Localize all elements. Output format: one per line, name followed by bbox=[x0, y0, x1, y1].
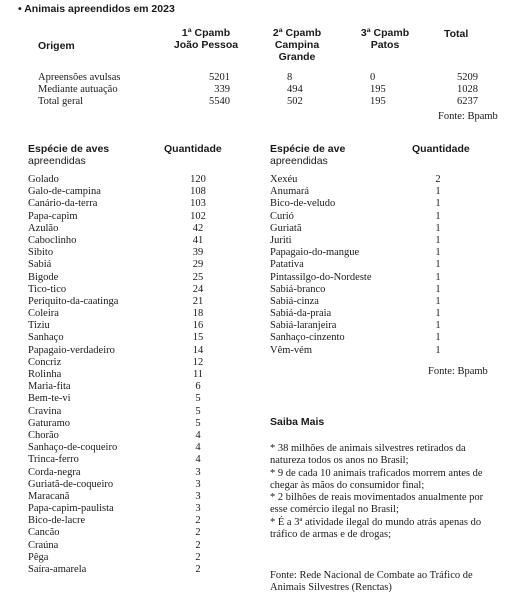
list-item bbox=[28, 515, 218, 527]
cell-col3: 195 bbox=[370, 96, 386, 108]
header-col2-line2: Campina bbox=[274, 39, 320, 51]
species-name: Sanhaço bbox=[28, 332, 64, 344]
list-item bbox=[270, 332, 450, 344]
species-name: Vêm-vém bbox=[270, 344, 312, 356]
species-name: Azulão bbox=[28, 222, 59, 234]
species-name: Galo-de-campina bbox=[28, 186, 101, 198]
species-source: Fonte: Bpamb bbox=[428, 366, 488, 377]
list-item bbox=[270, 296, 450, 308]
note-item: * 2 bilhões de reais movimentados anualmente por esse comércio ilegal no Brasil; bbox=[270, 492, 484, 516]
species-name: Craúna bbox=[28, 539, 59, 551]
species-quantity: 3 bbox=[195, 478, 201, 490]
species-quantity: 25 bbox=[192, 271, 204, 283]
species-name: Maria-fita bbox=[28, 381, 71, 393]
species-quantity: 6 bbox=[195, 381, 201, 393]
summary-source: Fonte: Bpamb bbox=[438, 111, 498, 122]
species-quantity: 1 bbox=[435, 198, 441, 210]
species-name: Bigode bbox=[28, 271, 59, 283]
list-item bbox=[28, 211, 218, 223]
list-item bbox=[270, 284, 450, 296]
note-item: * É a 3ª atividade ilegal do mundo atrás apenas do tráfico de armas e de drogas; bbox=[270, 516, 482, 541]
species-name: Concriz bbox=[28, 356, 62, 368]
cell-col3: 195 bbox=[370, 84, 386, 96]
species-name: Patativa bbox=[270, 259, 304, 271]
list-item bbox=[270, 174, 450, 186]
species-quantity: 1 bbox=[435, 332, 441, 344]
species-quantity: 3 bbox=[195, 490, 201, 502]
list-item bbox=[28, 357, 218, 369]
list-item bbox=[28, 430, 218, 442]
list-item bbox=[270, 345, 450, 357]
list-item bbox=[28, 223, 218, 235]
list-item bbox=[270, 186, 450, 198]
header-total: Total bbox=[444, 28, 469, 40]
species-quantity: 2 bbox=[195, 515, 201, 527]
species-quantity: 5 bbox=[195, 405, 201, 417]
species-name: Cancão bbox=[28, 527, 60, 539]
species-quantity: 1 bbox=[435, 247, 441, 259]
list-item bbox=[28, 345, 218, 357]
species-quantity: 2 bbox=[435, 174, 441, 185]
species-name: Bico-de-lacre bbox=[28, 515, 86, 527]
species-name: Cravina bbox=[28, 405, 62, 417]
list-item bbox=[28, 174, 218, 186]
species-quantity: 42 bbox=[192, 222, 204, 234]
species-quantity: 1 bbox=[435, 344, 441, 356]
species-name: Bico-de-veludo bbox=[270, 198, 336, 210]
species-name: Sabiá-branco bbox=[270, 283, 326, 295]
species-quantity: 5 bbox=[195, 417, 201, 429]
list-item bbox=[28, 186, 218, 198]
cell-total: 6237 bbox=[457, 96, 478, 108]
cell-total: 5209 bbox=[457, 72, 478, 83]
left-species-header-line2: apreendidas bbox=[28, 155, 86, 167]
row-label: Apreensões avulsas bbox=[38, 72, 121, 83]
list-item bbox=[28, 442, 218, 454]
species-name: Maracanã bbox=[28, 490, 70, 502]
species-name: Periquito-da-caatinga bbox=[28, 295, 119, 307]
saiba-mais-source: Fonte: Rede Nacional de Combate ao Tráfico de Animais Silvestres (Renctas) bbox=[270, 570, 473, 594]
list-item bbox=[28, 552, 218, 564]
species-quantity: 2 bbox=[195, 539, 201, 551]
species-quantity: 39 bbox=[192, 247, 204, 259]
table-row bbox=[38, 96, 498, 108]
species-name: Curió bbox=[270, 210, 294, 222]
species-quantity: 2 bbox=[195, 564, 201, 575]
species-name: Canário-da-terra bbox=[28, 198, 98, 210]
species-name: Caboclinho bbox=[28, 234, 77, 246]
species-name: Rolinha bbox=[28, 369, 62, 380]
species-name: Pêga bbox=[28, 551, 49, 563]
list-item bbox=[28, 332, 218, 344]
species-quantity: 3 bbox=[195, 466, 201, 478]
cell-col2: 502 bbox=[287, 96, 303, 108]
list-item bbox=[28, 308, 218, 320]
list-item bbox=[28, 527, 218, 539]
left-species-header-line1: Espécie de aves bbox=[28, 143, 110, 155]
species-name: Juriti bbox=[270, 234, 292, 246]
species-name: Guriatã bbox=[270, 222, 302, 234]
cell-col1: 5540 bbox=[209, 96, 230, 108]
header-col2-line3: Grande bbox=[278, 51, 316, 63]
species-quantity: 18 bbox=[192, 308, 204, 320]
row-label: Total geral bbox=[38, 96, 84, 108]
species-quantity: 1 bbox=[435, 186, 441, 198]
species-name: Papa-capim-paulista bbox=[28, 503, 114, 515]
species-quantity: 2 bbox=[195, 551, 201, 563]
list-item bbox=[28, 454, 218, 466]
species-name: Papa-capim bbox=[28, 210, 78, 222]
header-origem: Origem bbox=[38, 40, 75, 52]
list-item bbox=[270, 211, 450, 223]
right-species-header-line2: apreendidas bbox=[270, 155, 328, 167]
cell-col2: 8 bbox=[287, 72, 293, 83]
species-quantity: 1 bbox=[435, 271, 441, 283]
species-name: Corda-negra bbox=[28, 466, 81, 478]
note-item: * 9 de cada 10 animais traficados morrem antes de chegar às mãos do consumidor final; bbox=[270, 467, 483, 491]
species-quantity: 1 bbox=[435, 259, 441, 271]
row-label: Mediante autuação bbox=[38, 84, 118, 96]
species-name: Bem-te-vi bbox=[28, 393, 71, 405]
list-item bbox=[28, 296, 218, 308]
list-item bbox=[28, 479, 218, 491]
list-item bbox=[270, 320, 450, 332]
list-item bbox=[28, 393, 218, 405]
species-name: Saíra-amarela bbox=[28, 564, 87, 575]
species-quantity: 102 bbox=[190, 210, 206, 222]
list-item bbox=[270, 272, 450, 284]
header-col1-line2: João Pessoa bbox=[173, 39, 239, 51]
species-quantity: 41 bbox=[192, 234, 204, 246]
header-col3-line1: 3ª Cpamb bbox=[360, 27, 410, 39]
list-item bbox=[28, 247, 218, 259]
species-name: Tico-tico bbox=[28, 283, 67, 295]
species-name: Xexéu bbox=[270, 174, 298, 185]
species-name: Papagaio-verdadeiro bbox=[28, 344, 115, 356]
species-quantity: 1 bbox=[435, 283, 441, 295]
species-name: Sabiá bbox=[28, 259, 52, 271]
cell-col3: 0 bbox=[370, 72, 376, 83]
cell-col1: 339 bbox=[214, 84, 230, 96]
left-species-header bbox=[28, 143, 109, 167]
saiba-mais-title: Saiba Mais bbox=[270, 416, 325, 428]
list-item bbox=[28, 284, 218, 296]
cell-total: 1028 bbox=[457, 84, 478, 96]
summary-table-body bbox=[38, 72, 498, 109]
species-quantity: 1 bbox=[435, 234, 441, 246]
species-quantity: 1 bbox=[435, 320, 441, 332]
right-species-list bbox=[270, 174, 450, 357]
species-name: Sanhaço-de-coqueiro bbox=[28, 442, 118, 454]
section-title bbox=[18, 3, 175, 15]
note-item: * 38 milhões de animais silvestres retirados da natureza todos os anos no Brasil; bbox=[270, 443, 466, 467]
header-col2-line1: 2ª Cpamb bbox=[272, 27, 322, 39]
list-item bbox=[28, 369, 218, 381]
species-quantity: 3 bbox=[195, 503, 201, 515]
list-item bbox=[28, 259, 218, 271]
species-quantity: 11 bbox=[192, 369, 204, 380]
species-quantity: 120 bbox=[190, 174, 206, 185]
right-qty-header: Quantidade bbox=[412, 143, 470, 155]
species-quantity: 14 bbox=[192, 344, 204, 356]
species-quantity: 1 bbox=[435, 222, 441, 234]
list-item bbox=[28, 418, 218, 430]
right-species-header bbox=[270, 143, 345, 167]
list-item bbox=[28, 540, 218, 552]
table-row bbox=[38, 72, 498, 84]
species-name: Tiziu bbox=[28, 320, 50, 332]
species-name: Sibito bbox=[28, 247, 54, 259]
species-quantity: 29 bbox=[192, 259, 204, 271]
species-name: Sanhaço-cinzento bbox=[270, 332, 345, 344]
list-item bbox=[28, 491, 218, 503]
species-name: Trinca-ferro bbox=[28, 454, 79, 466]
header-col2 bbox=[262, 27, 332, 63]
species-quantity: 16 bbox=[192, 320, 204, 332]
species-quantity: 103 bbox=[190, 198, 206, 210]
cell-col2: 494 bbox=[287, 84, 303, 96]
species-name: Chorão bbox=[28, 429, 59, 441]
species-quantity: 15 bbox=[192, 332, 204, 344]
species-name: Guriatã-de-coqueiro bbox=[28, 478, 114, 490]
saiba-mais-notes bbox=[270, 443, 492, 541]
list-item bbox=[28, 235, 218, 247]
species-name: Golado bbox=[28, 174, 59, 185]
left-qty-header: Quantidade bbox=[164, 143, 222, 155]
section-title-text: Animais apreendidos em 2023 bbox=[24, 3, 175, 15]
list-item bbox=[270, 235, 450, 247]
species-quantity: 4 bbox=[195, 442, 201, 454]
list-item bbox=[28, 272, 218, 284]
species-quantity: 2 bbox=[195, 527, 201, 539]
species-quantity: 12 bbox=[192, 356, 204, 368]
list-item bbox=[28, 503, 218, 515]
species-quantity: 1 bbox=[435, 295, 441, 307]
table-row bbox=[38, 84, 498, 96]
list-item bbox=[28, 406, 218, 418]
species-name: Sabiá-da-praia bbox=[270, 308, 332, 320]
list-item bbox=[270, 259, 450, 271]
left-species-list bbox=[28, 174, 218, 576]
list-item bbox=[28, 564, 218, 576]
list-item bbox=[28, 467, 218, 479]
list-item bbox=[28, 198, 218, 210]
species-name: Papagaio-do-mangue bbox=[270, 247, 360, 259]
species-quantity: 24 bbox=[192, 283, 204, 295]
species-name: Pintassilgo-do-Nordeste bbox=[270, 271, 372, 283]
species-quantity: 108 bbox=[190, 186, 206, 198]
list-item bbox=[270, 198, 450, 210]
header-col3-line2: Patos bbox=[370, 39, 400, 51]
species-quantity: 1 bbox=[435, 308, 441, 320]
header-col1-line1: 1ª Cpamb bbox=[181, 27, 231, 39]
list-item bbox=[270, 247, 450, 259]
right-species-header-line1: Espécie de ave bbox=[270, 143, 346, 155]
bullet-icon: • bbox=[18, 3, 22, 15]
species-name: Sabiá-laranjeira bbox=[270, 320, 337, 332]
species-name: Coleira bbox=[28, 308, 59, 320]
list-item bbox=[270, 308, 450, 320]
list-item bbox=[28, 381, 218, 393]
species-name: Gaturamo bbox=[28, 417, 70, 429]
cell-col1: 5201 bbox=[209, 72, 230, 83]
header-col1 bbox=[166, 27, 246, 51]
species-name: Anumará bbox=[270, 186, 310, 198]
list-item bbox=[270, 223, 450, 235]
species-quantity: 21 bbox=[192, 295, 204, 307]
species-name: Sabiá-cinza bbox=[270, 295, 319, 307]
species-quantity: 4 bbox=[195, 454, 201, 466]
species-quantity: 1 bbox=[435, 210, 441, 222]
list-item bbox=[28, 320, 218, 332]
species-quantity: 5 bbox=[195, 393, 201, 405]
header-col3 bbox=[350, 27, 420, 51]
species-quantity: 4 bbox=[195, 429, 201, 441]
